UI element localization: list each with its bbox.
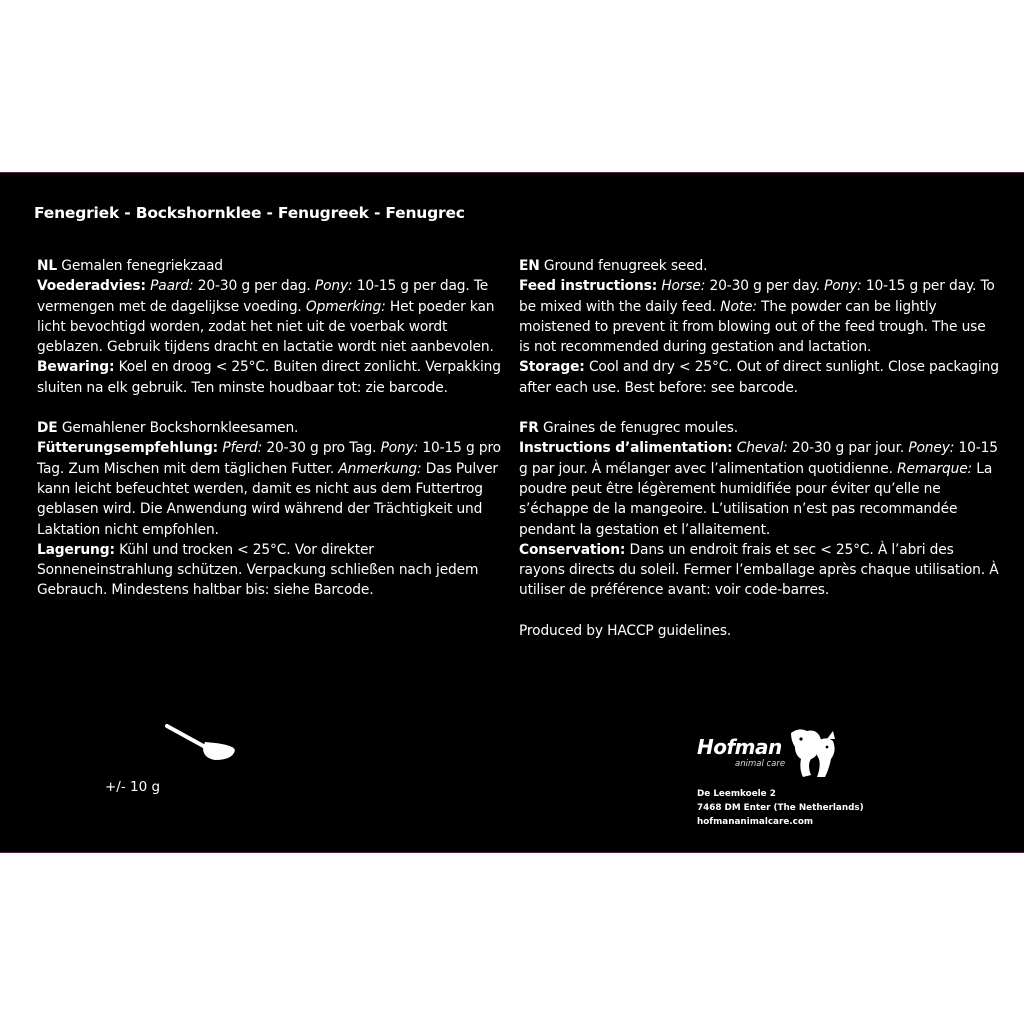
section-fr <box>519 418 999 601</box>
feed-label-en: Feed instructions: <box>519 278 658 295</box>
note-text-nl: Het poeder kan licht bevochtigd worden, zodat het niet uit de voerbak wordt geblazen. Gebruik tijdens dracht en lactatie wordt niet aanbevolen. <box>37 298 495 356</box>
company-address <box>697 787 864 829</box>
pony-text-en: 10-15 g per day. To be mixed with the daily feed. <box>519 278 995 315</box>
storage-text-nl: Koel en droog < 25°C. Buiten direct zonlicht. Verpakking sluiten na elk gebruik. Ten minste houdbaar tot: zie barcode. <box>37 359 501 396</box>
horse-text-en: 20-30 g per day. <box>709 278 820 295</box>
section-nl <box>37 256 507 398</box>
horse-text-fr: 20-30 g par jour. <box>791 440 905 457</box>
pony-label-de: Pony: <box>380 440 419 457</box>
pony-label-fr: Poney: <box>908 440 955 457</box>
note-label-fr: Remarque: <box>897 460 973 477</box>
lang-code-de: DE <box>37 420 58 437</box>
storage-label-nl: Bewaring: <box>37 359 115 376</box>
product-title: Fenegriek - Bockshornklee - Fenugreek - Fenugrec <box>34 204 465 222</box>
lang-code-fr: FR <box>519 420 539 437</box>
right-column <box>519 256 999 655</box>
pony-label-nl: Pony: <box>314 278 353 295</box>
pony-text-fr: 10-15 g par jour. À mélanger avec l’alimentation quotidienne. <box>519 440 998 477</box>
brand-name: Hofman <box>697 735 782 759</box>
section-en <box>519 256 999 398</box>
feed-label-de: Fütterungsempfehlung: <box>37 440 219 457</box>
dosage-text: +/- 10 g <box>105 779 161 795</box>
product-de: Gemahlener Bockshornkleesamen. <box>61 420 299 437</box>
brand-logo <box>697 725 847 785</box>
storage-text-de: Kühl und trocken < 25°C. Vor direkter Sonneneinstrahlung schützen. Verpackung schließen nach jedem Gebrauch. Mindestens haltbar bis: siehe Barcode. <box>37 541 479 599</box>
product-en: Ground fenugreek seed. <box>543 258 708 274</box>
feed-label-nl: Voederadvies: <box>37 278 146 295</box>
pony-label-en: Pony: <box>824 278 862 295</box>
website: hofmananimalcare.com <box>697 817 814 827</box>
haccp-note: Produced by HACCP guidelines. <box>519 622 732 639</box>
storage-label-en: Storage: <box>519 359 585 376</box>
animals-logo-icon <box>789 725 837 781</box>
horse-label-fr: Cheval: <box>736 440 788 457</box>
pony-text-nl: 10-15 g per dag. Te vermengen met de dagelijkse voeding. <box>37 278 489 315</box>
brand-tagline: animal care <box>735 759 786 769</box>
address-line2: 7468 DM Enter (The Netherlands) <box>697 803 864 813</box>
storage-label-de: Lagerung: <box>37 541 115 558</box>
product-label <box>0 172 1024 853</box>
pony-text-de: 10-15 g pro Tag. Zum Mischen mit dem täglichen Futter. <box>37 440 501 477</box>
note-text-en: The powder can be lightly moistened to prevent it from blowing out of the feed trough. The use is not recommended during gestation and lactation. <box>519 298 986 356</box>
note-label-de: Anmerkung: <box>338 460 422 477</box>
horse-text-nl: 20-30 g per dag. <box>197 278 311 295</box>
note-label-nl: Opmerking: <box>305 298 386 315</box>
lang-code-nl: NL <box>37 258 58 274</box>
horse-text-de: 20-30 g pro Tag. <box>266 440 377 457</box>
storage-label-fr: Conservation: <box>519 541 626 558</box>
lang-code-en: EN <box>519 258 540 274</box>
horse-label-en: Horse: <box>661 278 706 295</box>
note-label-en: Note: <box>720 298 757 315</box>
horse-label-nl: Paard: <box>150 278 194 295</box>
storage-text-fr: Dans un endroit frais et sec < 25°C. À l’abri des rayons directs du soleil. Fermer l’emballage après chaque utilisation. À utiliser de préférence avant: voir code-barres. <box>519 541 999 599</box>
product-fr: Graines de fenugrec moules. <box>543 420 738 437</box>
note-text-fr: La poudre peut être légèrement humidifiée pour éviter qu’elle ne s’échappe de la mangeoire. L’utilisation n’est pas recommandée pendant la gestation et l’allaitement. <box>519 460 993 538</box>
left-column <box>37 256 507 621</box>
storage-text-en: Cool and dry < 25°C. Out of direct sunlight. Close packaging after each use. Best before: see barcode. <box>519 359 999 396</box>
feed-label-fr: Instructions d’alimentation: <box>519 440 733 457</box>
address-line1: De Leemkoele 2 <box>697 789 776 799</box>
horse-label-de: Pferd: <box>222 440 263 457</box>
product-nl: Gemalen fenegriekzaad <box>61 258 223 274</box>
section-de <box>37 418 507 601</box>
note-text-de: Das Pulver kann leicht befeuchtet werden, damit es nicht aus dem Futtertrog geblasen wird. Die Anwendung wird während der Trächtigkeit und Laktation nicht empfohlen. <box>37 460 498 538</box>
